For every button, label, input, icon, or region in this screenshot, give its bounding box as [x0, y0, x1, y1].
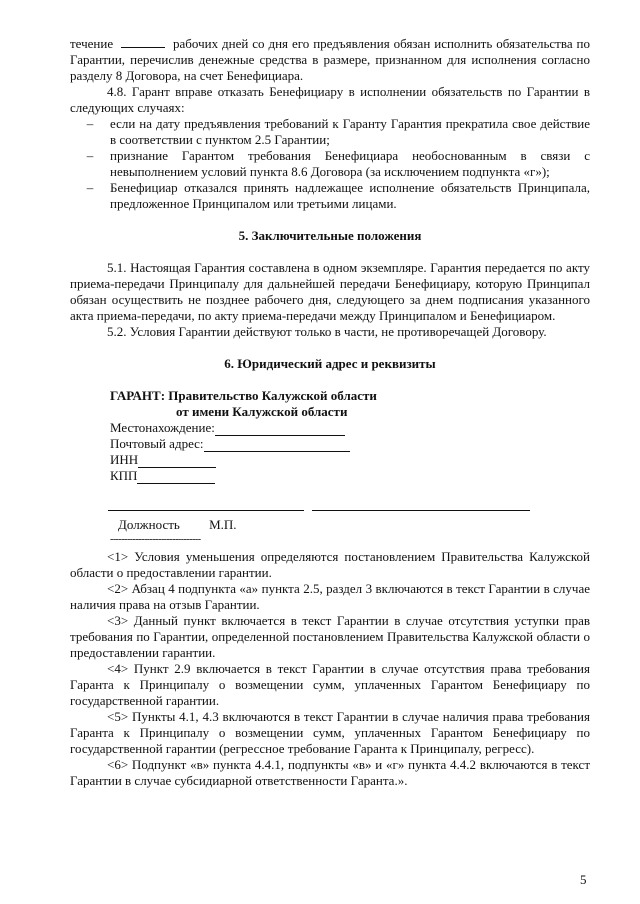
- location-blank: [215, 423, 345, 436]
- text-fragment: рабочих дней со дня его предъявления обязан исполнить обязательства по Гарантии, перечислив денежные средства в размере, признанном для исполнения согласно разделу 8 Договора, на счет Бенефициара.: [70, 36, 591, 83]
- stamp-label: М.П.: [209, 517, 237, 532]
- dash-marker: –: [86, 148, 94, 163]
- section-6-title: 6. Юридический адрес и реквизиты: [224, 356, 436, 371]
- dash-marker: –: [86, 180, 94, 195]
- guarantor-title: ГАРАНТ: Правительство Калужской области: [110, 388, 377, 403]
- position-label: Должность: [118, 517, 180, 532]
- footnote-5: <5> Пункты 4.1, 4.3 включаются в текст Гарантии в случае наличия права требования Гаранта к Принципалу о возмещении сумм, уплаченных Гарантом Бенефициару по государственной гарантии (регрессное требование Гаранта к Принципалу, регресс).: [70, 709, 590, 756]
- clause-5-1: 5.1. Настоящая Гарантия составлена в одном экземпляре. Гарантия передается по акту приема-передачи Принципалу для дальнейшей передачи Бенефициару, которую Принципал обязан осуществить не позднее рабочего дня, следующего за днем подписания указанного акта приема-передачи, по акту приема-передачи между Принципалом и Бенефициаром.: [70, 260, 590, 323]
- footnote-separator: --------------------------------: [110, 535, 201, 545]
- footnote-2: <2> Абзац 4 подпункта «а» пункта 2.5, раздел 3 включаются в текст Гарантии в случае наличия права на отзыв Гарантии.: [70, 581, 590, 612]
- guarantor-subtitle: от имени Калужской области: [176, 404, 348, 419]
- text-fragment: течение: [70, 36, 114, 51]
- section-5-title: 5. Заключительные положения: [238, 228, 422, 243]
- list-item: [70, 116, 590, 148]
- postal-label: Почтовый адрес:: [110, 436, 204, 451]
- position-signature-line: [108, 510, 304, 511]
- document-body: [70, 35, 590, 789]
- list-item: [70, 148, 590, 180]
- signature-caption: [118, 517, 590, 533]
- list-item: [70, 180, 590, 212]
- name-signature-line: [312, 510, 530, 511]
- clause-4-8: 4.8. Гарант вправе отказать Бенефициару в исполнении обязательств по Гарантии в следующих случаях:: [70, 84, 590, 115]
- list-item-text: Бенефициар отказался принять надлежащее исполнение обязательств Принципала, предложенное Принципалом или третьими лицами.: [110, 180, 590, 211]
- inn-field: [110, 452, 590, 468]
- postal-field: [110, 436, 590, 452]
- kpp-field: [110, 468, 590, 484]
- clause-continuation: [70, 35, 590, 84]
- inn-blank: [138, 455, 216, 468]
- footnote-3: <3> Данный пункт включается в текст Гарантии в случае отсутствия уступки прав требования по Гарантии, определенной постановлением Правительства Калужской области о предоставлении гарантии.: [70, 613, 590, 660]
- blank-field: [121, 35, 165, 48]
- page-number: 5: [580, 872, 587, 887]
- clause-5-2: 5.2. Условия Гарантии действуют только в части, не противоречащей Договору.: [107, 324, 547, 339]
- inn-label: ИНН: [110, 452, 139, 467]
- dash-marker: –: [86, 116, 94, 131]
- location-field: [110, 420, 590, 436]
- footnote-6: <6> Подпункт «в» пункта 4.4.1, подпункты «в» и «г» пункта 4.4.2 включаются в текст Гарантии в случае субсидиарной ответственности Гаранта.».: [70, 757, 590, 788]
- footnote-1: <1> Условия уменьшения определяются постановлением Правительства Калужской области о предоставлении гарантии.: [70, 549, 590, 580]
- kpp-blank: [137, 471, 215, 484]
- footnote-4: <4> Пункт 2.9 включается в текст Гарантии в случае отсутствия права требования Гаранта к Принципалу о возмещении сумм, уплаченных Гарантом Бенефициару по государственной гарантии.: [70, 661, 590, 708]
- list-item-text: признание Гарантом требования Бенефициара необоснованным в связи с невыполнением условий пункта 8.6 Договора (за исключением подпункта «г»);: [110, 148, 590, 179]
- location-label: Местонахождение:: [110, 420, 215, 435]
- signature-lines: [108, 510, 590, 511]
- postal-blank: [204, 439, 350, 452]
- list-item-text: если на дату предъявления требований к Гаранту Гарантия прекратила свое действие в соответствии с пунктом 2.5 Гарантии;: [110, 116, 590, 147]
- kpp-label: КПП: [110, 468, 138, 483]
